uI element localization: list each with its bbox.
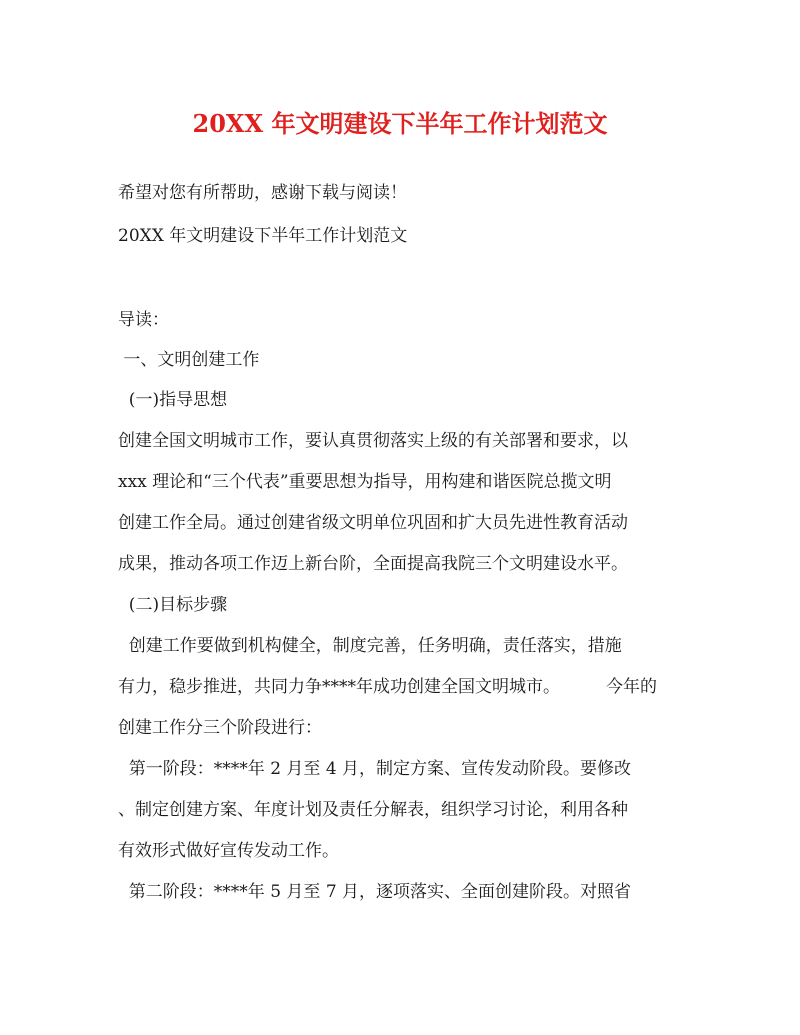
subsection-heading-guiding: (一)指导思想: [118, 390, 228, 410]
paragraph-line-split: [118, 674, 657, 700]
paragraph-line: 成果，推动各项工作迈上新台阶，全面提高我院三个文明建设水平。: [118, 554, 628, 574]
paragraph-line: 创建工作分三个阶段进行：: [118, 718, 322, 738]
paragraph-fragment: 今年的: [606, 677, 657, 697]
subsection-heading-steps: (二)目标步骤: [118, 595, 228, 615]
document-title: 20XX 年文明建设下半年工作计划范文: [192, 109, 608, 138]
intro-thanks: 希望对您有所帮助，感谢下载与阅读！: [118, 183, 407, 203]
paragraph-line: 创建工作全局。通过创建省级文明单位巩固和扩大员先进性教育活动: [118, 513, 628, 533]
paragraph-line: 第二阶段：****年 5 月至 7 月，逐项落实、全面创建阶段。对照省: [118, 882, 632, 902]
paragraph-line: 创建工作要做到机构健全，制度完善，任务明确，责任落实，措施: [118, 636, 622, 656]
section-heading-1: 一、文明创建工作: [118, 350, 260, 370]
paragraph-line: 、制定创建方案、年度计划及责任分解表，组织学习讨论，利用各种: [118, 800, 628, 820]
guide-label: 导读：: [118, 310, 169, 330]
paragraph-fragment: 有力，稳步推进，共同力争****年成功创建全国文明城市。: [118, 677, 560, 697]
subtitle-line: 20XX 年文明建设下半年工作计划范文: [118, 226, 408, 246]
paragraph-line: 有效形式做好宣传发动工作。: [118, 841, 339, 861]
paragraph-line: xxx 理论和“三个代表”重要思想为指导，用构建和谐医院总揽文明: [118, 472, 612, 492]
paragraph-line: 第一阶段：****年 2 月至 4 月，制定方案、宣传发动阶段。要修改: [118, 759, 632, 779]
paragraph-line: 创建全国文明城市工作，要认真贯彻落实上级的有关部署和要求，以: [118, 431, 628, 451]
